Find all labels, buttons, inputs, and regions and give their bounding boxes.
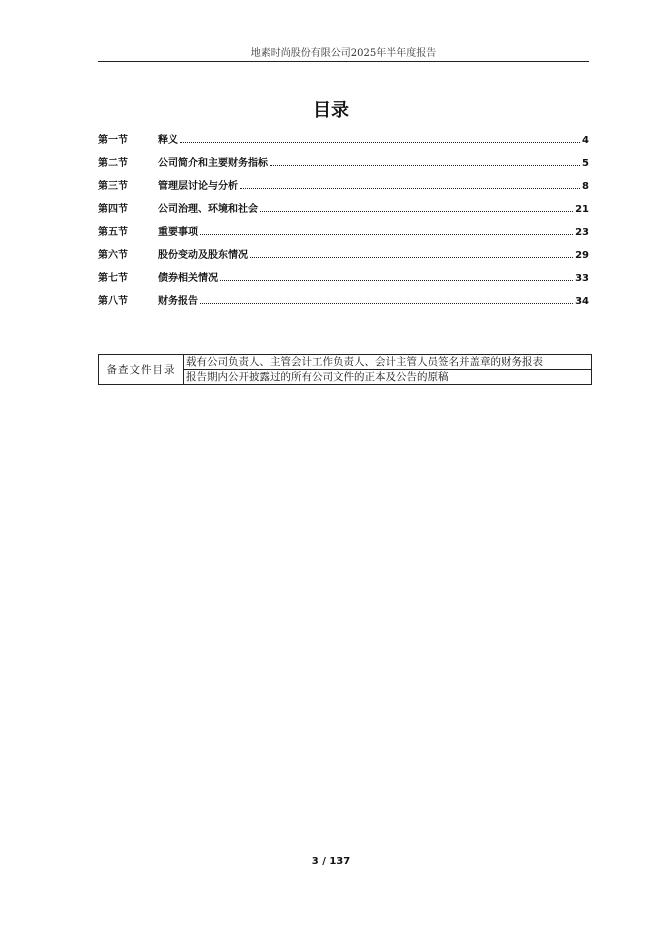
- toc-section-name: 公司简介和主要财务指标: [158, 158, 268, 169]
- toc-leader: [200, 233, 573, 235]
- toc-leader: [240, 187, 580, 189]
- table-row: [99, 355, 592, 370]
- toc-section-number: 第五节: [98, 227, 128, 238]
- toc-leader: [260, 210, 573, 212]
- toc-section-name: 债券相关情况: [158, 273, 218, 284]
- reference-document-item: 载有公司负责人、主管会计工作负责人、会计主管人员签名并盖章的财务报表: [184, 355, 592, 370]
- reference-documents-table: [98, 354, 592, 385]
- toc-entry[interactable]: [98, 200, 589, 223]
- toc-leader: [270, 164, 580, 166]
- toc-section-number: 第二节: [98, 158, 128, 169]
- toc-section-name: 释义: [158, 135, 178, 146]
- toc-section-number: 第四节: [98, 204, 128, 215]
- toc-entry[interactable]: [98, 269, 589, 292]
- header-divider: [98, 61, 589, 62]
- page-header: 地素时尚股份有限公司2025年半年度报告: [250, 48, 437, 59]
- table-of-contents: [98, 131, 589, 315]
- toc-page-number: 33: [575, 273, 589, 284]
- toc-page-number: 21: [575, 204, 589, 215]
- toc-section-number: 第一节: [98, 135, 128, 146]
- toc-section-name: 财务报告: [158, 296, 198, 307]
- toc-section-number: 第六节: [98, 250, 128, 261]
- toc-leader: [180, 141, 580, 143]
- toc-page-number: 23: [575, 227, 589, 238]
- toc-title: 目录: [313, 100, 349, 121]
- toc-leader: [200, 302, 573, 304]
- toc-page-number: 8: [582, 181, 589, 192]
- toc-section-number: 第七节: [98, 273, 128, 284]
- toc-section-name: 管理层讨论与分析: [158, 181, 238, 192]
- toc-page-number: 5: [582, 158, 589, 169]
- toc-leader: [220, 279, 573, 281]
- toc-entry[interactable]: [98, 223, 589, 246]
- page-indicator: 3 / 137: [311, 856, 351, 867]
- toc-page-number: 29: [575, 250, 589, 261]
- toc-entry[interactable]: [98, 131, 589, 154]
- toc-leader: [250, 256, 573, 258]
- toc-entry[interactable]: [98, 177, 589, 200]
- toc-section-name: 公司治理、环境和社会: [158, 204, 258, 215]
- toc-section-number: 第八节: [98, 296, 128, 307]
- toc-entry[interactable]: [98, 154, 589, 177]
- reference-documents-label: 备查文件目录: [99, 355, 184, 385]
- toc-section-name: 重要事项: [158, 227, 198, 238]
- toc-page-number: 4: [582, 135, 589, 146]
- toc-entry[interactable]: [98, 292, 589, 315]
- reference-document-item: 报告期内公开披露过的所有公司文件的正本及公告的原稿: [184, 370, 592, 385]
- toc-section-name: 股份变动及股东情况: [158, 250, 248, 261]
- toc-section-number: 第三节: [98, 181, 128, 192]
- toc-page-number: 34: [575, 296, 589, 307]
- toc-entry[interactable]: [98, 246, 589, 269]
